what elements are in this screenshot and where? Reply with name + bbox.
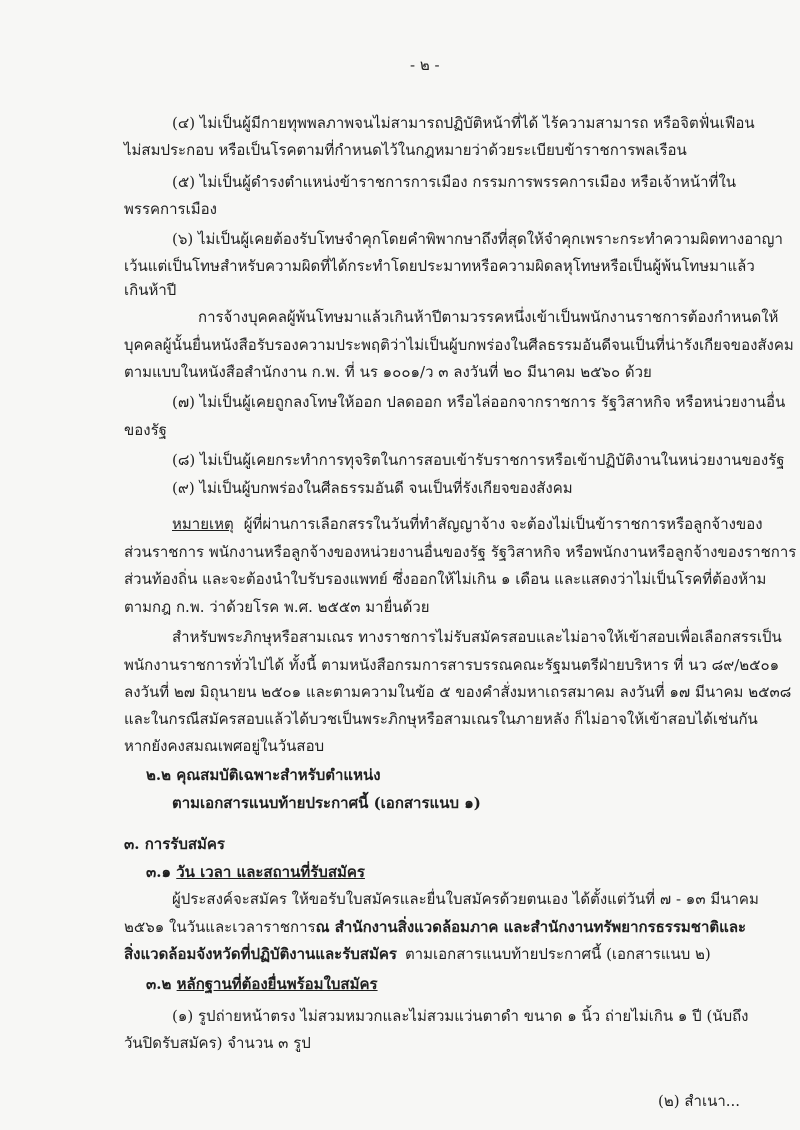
section-3-1-title: วัน เวลา และสถานที่รับสมัคร [176, 863, 365, 881]
section-3-1-line-3-a: สิ่งแวดล้อมจังหวัดที่ปฏิบัติงานและรับสมัคร [124, 945, 397, 963]
item-4-line-1: (๔) ไม่เป็นผู้มีกายทุพพลภาพจนไม่สามารถปฏิบัติหน้าที่ได้ ไร้ความสามารถ หรือจิตฟั่นเฟือน [172, 114, 755, 132]
item-4-line-2: ไม่สมประกอบ หรือเป็นโรคตามที่กำหนดไว้ในกฎหมายว่าด้วยระเบียบข้าราชการพลเรือน [124, 141, 687, 159]
exception-line-3: ตามแบบในหนังสือสำนักงาน ก.พ. ที่ นร ๑๐๐๑/ว ๓ ลงวันที่ ๒๐ มีนาคม ๒๕๖๐ ด้วย [124, 363, 652, 381]
section-2-2-line-2: ตามเอกสารแนบท้ายประกาศนี้ (เอกสารแนบ ๑) [172, 794, 481, 812]
section-3-1-line-2-a: ๒๕๖๑ ในวันและเวลาราชการ [124, 918, 316, 936]
note-text-1: ผู้ที่ผ่านการเลือกสรรในวันที่ทำสัญญาจ้าง จะต้องไม่เป็นข้าราชการหรือลูกจ้างของ [243, 515, 763, 533]
section-3-2-line-1: (๑) รูปถ่ายหน้าตรง ไม่สวมหมวกและไม่สวมแว่นตาดำ ขนาด ๑ นิ้ว ถ่ายไม่เกิน ๑ ปี (นับถึง [172, 1007, 749, 1025]
section-3-1-line-1: ผู้ประสงค์จะสมัคร ให้ขอรับใบสมัครและยื่นใบสมัครด้วยตนเอง ได้ตั้งแต่วันที่ ๗ - ๑๓ มีนาคม [172, 890, 759, 908]
item-6-line-3: เกินห้าปี [124, 281, 177, 299]
section-2-2-heading: ๒.๒ คุณสมบัติเฉพาะสำหรับตำแหน่ง [146, 766, 381, 784]
note-line-4: ตามกฎ ก.พ. ว่าด้วยโรค พ.ศ. ๒๕๕๓ มายื่นด้วย [124, 598, 430, 616]
section-3-2-title: หลักฐานที่ต้องยื่นพร้อมใบสมัคร [176, 975, 378, 993]
section-3-1-line-3-b: ตามเอกสารแนบท้ายประกาศนี้ (เอกสารแนบ ๒) [404, 945, 711, 963]
section-3-1-number: ๓.๑ [146, 863, 171, 881]
section-3-2-number: ๓.๒ [146, 975, 172, 993]
section-3-1-line-2 [124, 916, 747, 938]
note-line-3: ส่วนท้องถิ่น และจะต้องนำใบรับรองแพทย์ ซึ่งออกให้ไม่เกิน ๑ เดือน และแสดงว่าไม่เป็นโรคที่ต้องห้าม [124, 570, 767, 588]
monk-line-5: หากยังคงสมณเพศอยู่ในวันสอบ [124, 737, 325, 755]
section-3-1-line-3 [124, 943, 711, 965]
item-6-line-1: (๖) ไม่เป็นผู้เคยต้องรับโทษจำคุกโดยคำพิพากษาถึงที่สุดให้จำคุกเพราะกระทำความผิดทางอาญา [172, 230, 783, 248]
exception-line-1: การจ้างบุคคลผู้พ้นโทษมาแล้วเกินห้าปีตามวรรคหนึ่งเข้าเป็นพนักงานราชการต้องกำหนดให้ [198, 308, 779, 326]
monk-line-2: พนักงานราชการทั่วไปได้ ทั้งนี้ ตามหนังสือกรมการสารบรรณคณะรัฐมนตรีฝ่ายบริหาร ที่ นว ๘๙/๒๕๐๑ [124, 656, 780, 674]
item-6-line-2: เว้นแต่เป็นโทษสำหรับความผิดที่ได้กระทำโดยประมาทหรือความผิดลหุโทษหรือเป็นผู้พ้นโทษมาแล้ว [124, 257, 755, 275]
monk-line-4: และในกรณีสมัครสอบแล้วได้บวชเป็นพระภิกษุหรือสามเณรในภายหลัง ก็ไม่อาจให้เข้าสอบได้เช่นกัน [124, 710, 758, 728]
item-5-line-1: (๕) ไม่เป็นผู้ดำรงตำแหน่งข้าราชการการเมือง กรรมการพรรคการเมือง หรือเจ้าหน้าที่ใน [172, 173, 737, 191]
monk-line-1: สำหรับพระภิกษุหรือสามเณร ทางราชการไม่รับสมัครสอบและไม่อาจให้เข้าสอบเพื่อเลือกสรรเป็น [172, 628, 782, 646]
monk-line-3: ลงวันที่ ๒๗ มิถุนายน ๒๕๐๑ และตามความในข้อ ๕ ของคำสั่งมหาเถรสมาคม ลงวันที่ ๑๗ มีนาคม ๒๕๓๘ [124, 683, 792, 701]
section-3-1-heading [146, 861, 365, 883]
page-number: - ๒ - [410, 56, 440, 74]
item-9: (๙) ไม่เป็นผู้บกพร่องในศีลธรรมอันดี จนเป็นที่รังเกียจของสังคม [172, 479, 573, 497]
exception-line-2: บุคคลผู้นั้นยื่นหนังสือรับรองความประพฤติว่าไม่เป็นผู้บกพร่องในศีลธรรมอันดีจนเป็นที่น่ารังเกียจของสังคม [124, 336, 794, 354]
note-line-1 [172, 513, 763, 535]
item-5-line-2: พรรคการเมือง [124, 200, 217, 218]
note-label: หมายเหตุ [172, 515, 234, 533]
item-7-line-1: (๗) ไม่เป็นผู้เคยถูกลงโทษให้ออก ปลดออก หรือไล่ออกจากราชการ รัฐวิสาหกิจ หรือหน่วยงานอื่น [172, 393, 786, 411]
item-7-line-2: ของรัฐ [124, 421, 167, 439]
section-3-1-line-2-b: ณ สำนักงานสิ่งแวดล้อมภาค และสำนักงานทรัพยากรธรรมชาติและ [315, 918, 747, 936]
item-8: (๘) ไม่เป็นผู้เคยกระทำการทุจริตในการสอบเข้ารับราชการหรือเข้าปฏิบัติงานในหน่วยงานของรัฐ [172, 451, 785, 469]
section-3-2-heading [146, 973, 378, 995]
continuation-marker: (๒) สำเนา... [658, 1092, 741, 1110]
note-line-2: ส่วนราชการ พนักงานหรือลูกจ้างของหน่วยงานอื่นของรัฐ รัฐวิสาหกิจ หรือพนักงานหรือลูกจ้างของราชการ [124, 543, 797, 561]
section-3-2-line-2: วันปิดรับสมัคร) จำนวน ๓ รูป [124, 1034, 311, 1052]
section-3-heading: ๓. การรับสมัคร [124, 835, 225, 853]
